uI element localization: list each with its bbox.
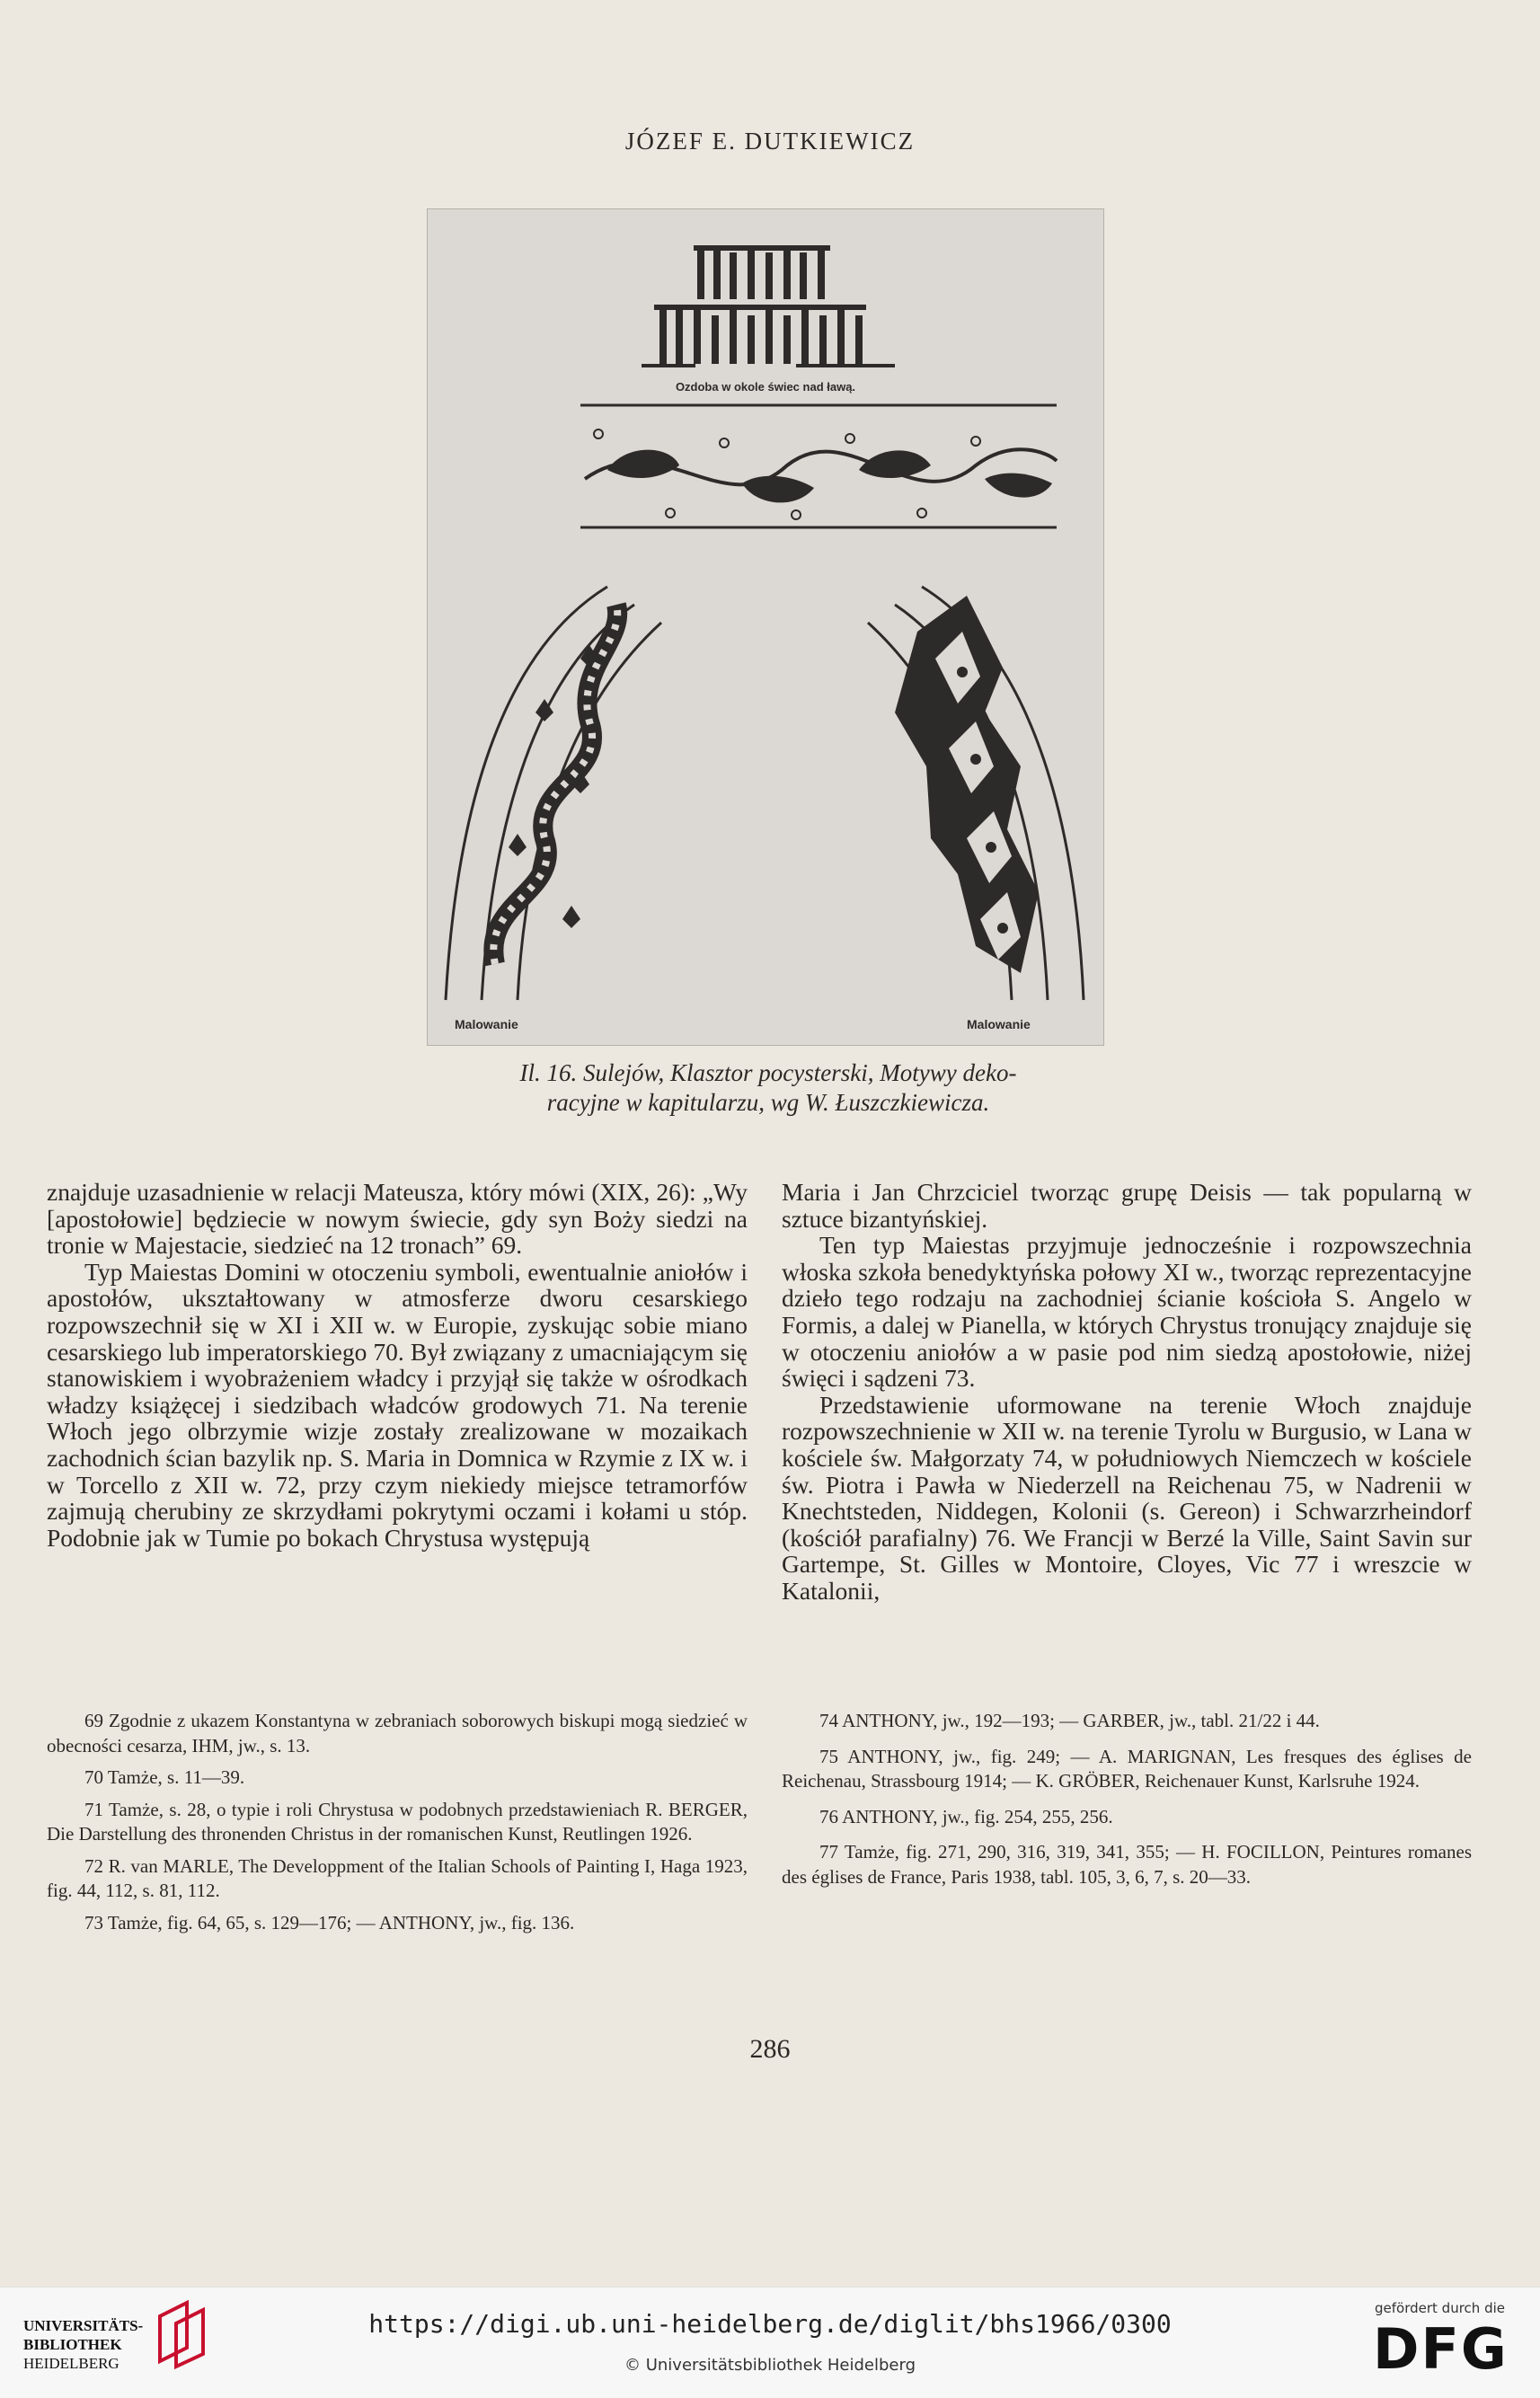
footnote: 76 ANTHONY, jw., fig. 254, 255, 256. [819, 1805, 1113, 1827]
footnote: 72 R. van MARLE, The Developpment of the Italian Schools of Painting I, Haga 1923, fig. 44, 112, s. 81, 112. [47, 1854, 748, 1901]
footnotes-left [47, 1709, 748, 1942]
footnotes-right [782, 1709, 1472, 1900]
caption-line: racyjne w kapitularzu, wg W. Łuszczkiewicza. [546, 1089, 990, 1116]
dfg-logo[interactable]: DFG [1373, 2316, 1509, 2382]
caption-line: Il. 16. Sulejów, Klasztor pocysterski, Motywy deko- [519, 1059, 1017, 1086]
library-line: BIBLIOTHEK [23, 2336, 122, 2353]
paragraph: Maria i Jan Chrzciciel tworząc grupę Deisis — tak popularną w sztuce bizantyńskiej. [782, 1178, 1472, 1233]
footnote: 70 Tamże, s. 11—39. [84, 1766, 245, 1788]
paragraph: Ten typ Maiestas przyjmuje jednocześnie i rozpowszechnia włoska szkoła benedyktyńska połowy XI w., tworząc reprezentacyjne dzieło tego rodzaju na zachodniej ścianie kościoła S. Angelo w Formis, a dalej w Pianella, w których Chrystus tronujący znajduje się w otoczeniu aniołów a w pasie pod nim siedzą apostołowie, niżej święci i sądzeni 73. [782, 1231, 1472, 1393]
right-column [782, 1179, 1472, 1605]
figure-illustration [427, 208, 1104, 1046]
footnote: 74 ANTHONY, jw., 192—193; — GARBER, jw., tabl. 21/22 i 44. [819, 1710, 1320, 1731]
funding-label: gefördert durch die [1375, 2300, 1505, 2316]
left-column [47, 1179, 748, 1551]
page-number: 286 [749, 2034, 791, 2064]
footnote: 69 Zgodnie z ukazem Konstantyna w zebraniach soborowych biskupi mogą siedzieć w obecności cesarza, IHM, jw., s. 13. [47, 1710, 748, 1756]
right-label: Malowanie [967, 1017, 1031, 1031]
library-line: HEIDELBERG [23, 2355, 119, 2372]
footnote: 73 Tamże, fig. 64, 65, s. 129—176; — ANTHONY, jw., fig. 136. [84, 1911, 575, 1933]
running-head: JÓZEF E. DUTKIEWICZ [624, 128, 916, 155]
footnote: 75 ANTHONY, jw., fig. 249; — A. MARIGNAN, Les fresques des églises de Reichenau, Strassbourg 1914; — K. GRÖBER, Reichenauer Kunst, Karlsruhe 1924. [782, 1745, 1472, 1792]
left-label: Malowanie [455, 1017, 518, 1031]
copyright-notice: © Universitätsbibliothek Heidelberg [624, 2356, 916, 2375]
footnote: 71 Tamże, s. 28, o typie i roli Chrystusa w podobnych przedstawieniach R. BERGER, Die Darstellung des thronenden Christus in der romanischen Kunst, Reutlingen 1926. [47, 1798, 748, 1845]
figure-drawing [428, 209, 1103, 1045]
viewer-footer [0, 2287, 1540, 2398]
footnote: 77 Tamże, fig. 271, 290, 316, 319, 341, 355; — H. FOCILLON, Peintures romanes des églises de France, Paris 1938, tabl. 105, 3, 6, 7, s. 20—33. [782, 1841, 1472, 1888]
paragraph: Typ Maiestas Domini w otoczeniu symboli, ewentualnie aniołów i apostołów, ukształtowany w atmosferze dworu cesarskiego rozpowszechnił się w XI i XII w. w Europie, zyskując sobie miano cesarskiego lub imperatorskiego 70. Był związany z umacniającym się stanowiskiem i wyobrażeniem władcy i przyjął się także w ośrodkach władzy książęcej i siedzibach władców grodowych 71. Na terenie Włoch jego olbrzymie wizje zostały zrealizowane w mozaikach zachodnich ścian bazylik np. S. Maria in Domnica w Rzymie z IX w. i w Torcello z XII w. 72, przy czym niekiedy miejsce tetramorfów zajmują cherubiny ze skrzydłami pokrytymi oczami i kołami u stóp. Podobnie jak w Tumie po bokach Chrystusa występują [47, 1257, 748, 1552]
figure-caption [413, 1058, 1123, 1118]
permalink-url[interactable]: https://digi.ub.uni-heidelberg.de/diglit/bhs1966/0300 [368, 2309, 1172, 2339]
library-line: UNIVERSITÄTS- [23, 2317, 144, 2334]
paragraph: Przedstawienie uformowane na terenie Włoch znajduje rozpowszechnienie w XII w. na terenie Tyrolu w Burgusio, w Lana w kościele św. Małgorzaty 74, w południowych Niemczech w kościele św. Piotra i Pawła w Niederzell na Reichenau 75, w Nadrenii w Knechtsteden, Niddegen, Kolonii (s. Gereon) i Schwarzrheindorf (kościół parafialny) 76. We Francji w Berzé la Ville, Saint Savin sur Gartempe, St. Gilles w Montoire, Cloyes, Vic 77 i wreszcie w Katalonii, [782, 1390, 1472, 1605]
paragraph: znajduje uzasadnienie w relacji Mateusza, który mówi (XIX, 26): „Wy [apostołowie] będziecie w nowym świecie, gdy syn Boży siedzi na tronie w Majestacie, siedzieć na 12 tronach” 69. [47, 1178, 748, 1260]
inner-inscription: Ozdoba w okole świec nad ławą. [675, 380, 856, 394]
